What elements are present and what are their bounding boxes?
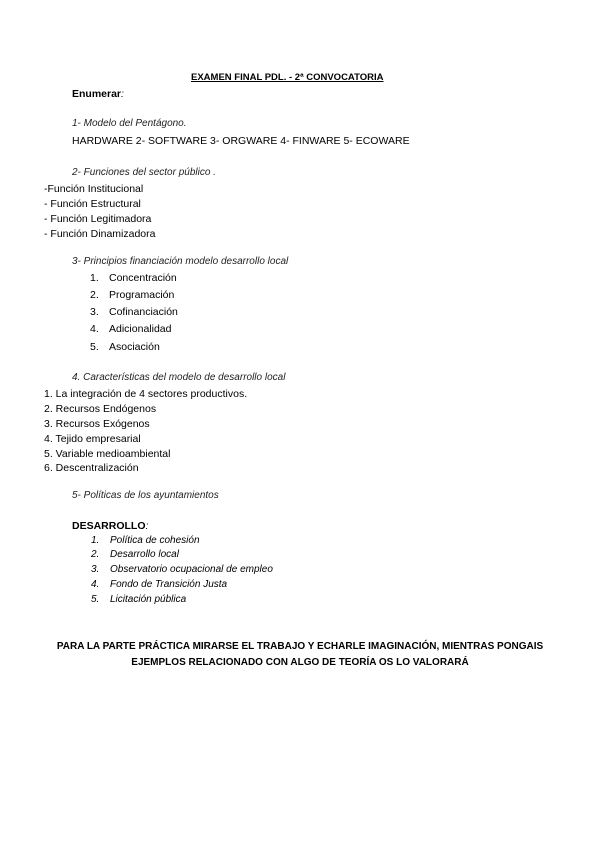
section-1-line: HARDWARE 2- SOFTWARE 3- ORGWARE 4- FINWARE 5- ECOWARE (72, 135, 410, 147)
list-text: Adicionalidad (109, 323, 172, 335)
closing-line-2: EJEMPLOS RELACIONADO CON ALGO DE TEORÍA OS LO VALORARÁ (131, 657, 469, 668)
section-4-heading: 4. Características del modelo de desarrollo local (72, 372, 286, 383)
list-text: Fondo de Transición Justa (110, 579, 228, 590)
section-5-subheading (72, 520, 148, 532)
list-item: -Función Institucional (44, 183, 144, 195)
intro-line (72, 88, 124, 100)
section-1-heading: 1- Modelo del Pentágono. (72, 118, 187, 129)
list-number: 4. (91, 579, 100, 590)
list-text: Cofinanciación (109, 306, 178, 318)
list-item (91, 594, 186, 605)
document-title: EXAMEN FINAL PDL. - 2ª CONVOCATORIA (191, 72, 384, 83)
subheading-colon: : (145, 520, 149, 532)
section-3-heading: 3- Principios financiación modelo desarrollo local (72, 256, 289, 267)
list-item: - Función Estructural (44, 198, 141, 210)
list-item: 6. Descentralización (44, 462, 139, 474)
list-text: Programación (109, 289, 175, 301)
list-number: 2. (90, 289, 99, 301)
list-item: - Función Dinamizadora (44, 228, 156, 240)
section-2-heading: 2- Funciones del sector público . (72, 167, 216, 178)
list-item (91, 579, 227, 590)
list-item (91, 535, 200, 546)
intro-colon: : (121, 88, 124, 100)
list-item: 2. Recursos Endógenos (44, 403, 157, 415)
list-number: 2. (91, 549, 100, 560)
list-item (90, 306, 178, 318)
list-item: 1. La integración de 4 sectores productivos. (44, 388, 248, 400)
list-text: Observatorio ocupacional de empleo (110, 564, 273, 575)
list-text: Asociación (109, 341, 160, 353)
list-item: 3. Recursos Exógenos (44, 418, 150, 430)
subheading-bold: DESARROLLO (72, 520, 146, 532)
list-item: - Función Legitimadora (44, 213, 152, 225)
list-number: 1. (90, 272, 99, 284)
list-item (90, 341, 160, 353)
list-item (90, 272, 177, 284)
list-item: 4. Tejido empresarial (44, 433, 141, 445)
list-number: 5. (91, 594, 100, 605)
list-item (91, 564, 273, 575)
list-number: 3. (91, 564, 100, 575)
list-number: 1. (91, 535, 100, 546)
list-text: Concentración (109, 272, 177, 284)
intro-bold: Enumerar (72, 88, 122, 100)
list-number: 5. (90, 341, 99, 353)
list-text: Desarrollo local (110, 549, 179, 560)
list-number: 3. (90, 306, 99, 318)
list-item (90, 289, 174, 301)
list-text: Licitación pública (110, 594, 187, 605)
list-text: Política de cohesión (110, 535, 200, 546)
list-item (91, 549, 179, 560)
section-5-heading: 5- Políticas de los ayuntamientos (72, 490, 219, 501)
list-item: 5. Variable medioambiental (44, 448, 171, 460)
list-number: 4. (90, 323, 99, 335)
list-item (90, 323, 171, 335)
closing-line-1: PARA LA PARTE PRÁCTICA MIRARSE EL TRABAJO Y ECHARLE IMAGINACIÓN, MIENTRAS PONGAIS (56, 641, 544, 652)
